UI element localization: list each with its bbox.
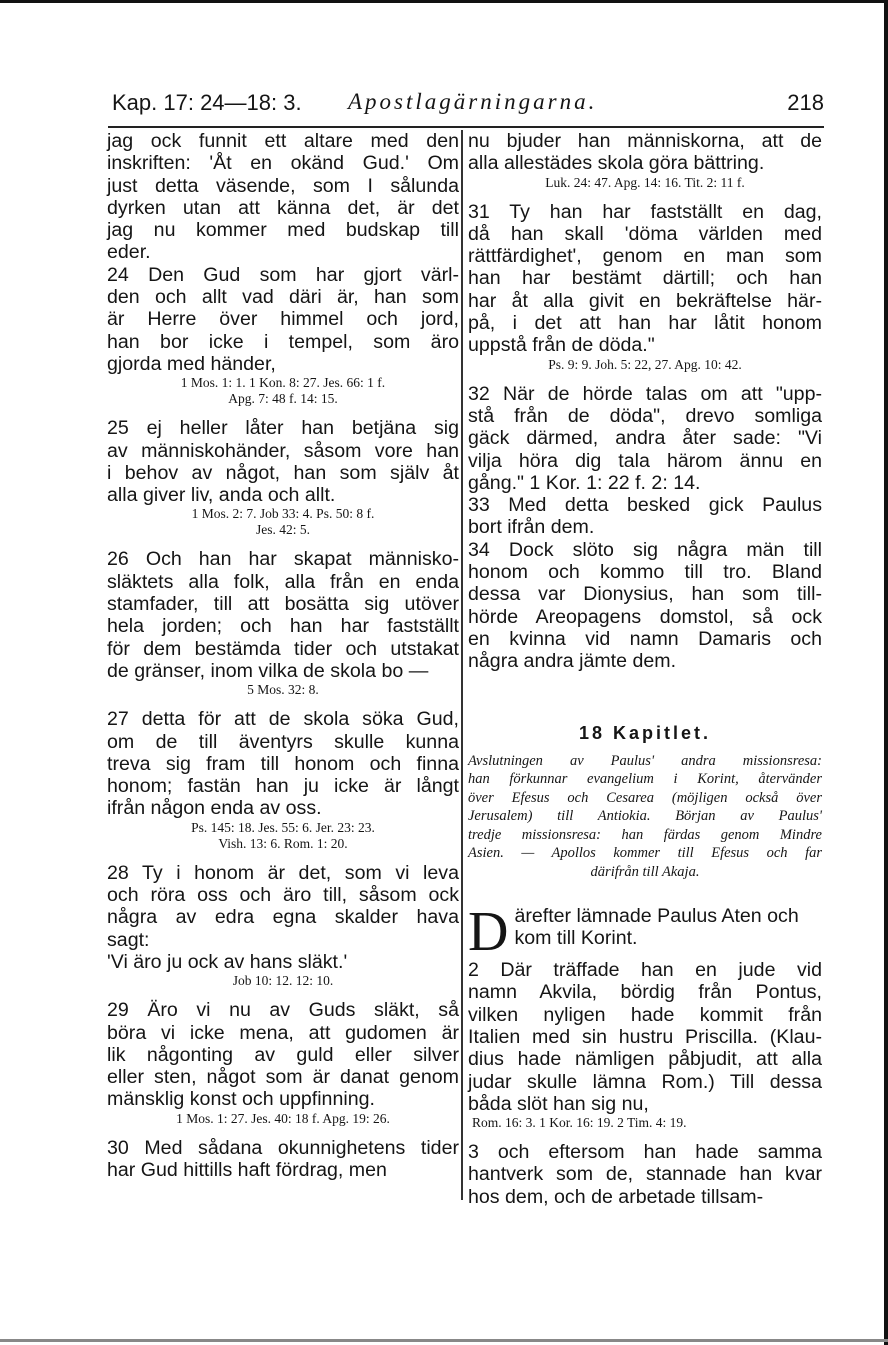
text-line: alla allestädes skola göra bättring. [468,152,765,175]
text-line: 24 Den Gud som har gjort värl- [107,263,459,286]
text-line: för dem bestämda tider och utstakat [107,637,459,660]
text-line: han har bestämt därtill; och han [468,267,822,290]
summary-line: Asien. — Apollos kommer till Efesus och far [468,845,822,862]
reference-line: Ps. 9: 9. Joh. 5: 22, 27. Apg. 10: 42. [548,356,742,372]
chapter-title: 18 Kapitlet. [578,722,712,743]
cross-reference [468,1115,822,1131]
text-line: har Gud hittills haft fördrag, men [107,1158,387,1181]
text-line: 29 Äro vi nu av Guds släkt, så [107,999,459,1022]
text-line: rättfärdighet', genom en man som [468,245,822,268]
text-line: honom; fastän han ju icke är långt [107,775,459,798]
text-line: hantverk som de, stannade han kvar [468,1163,822,1186]
text-line: 'Vi äro ju ock av hans släkt.' [107,950,348,973]
spacer [468,955,822,959]
text-line: hörde Areopagens domstol, så ock [468,605,822,628]
verse-paragraph [468,201,822,357]
cross-reference [107,820,459,852]
verse-paragraph [468,130,822,175]
left-column [107,130,459,1181]
text-line: har åt alla givit en bekräftelse här- [468,289,822,312]
text-line: alla giver liv, anda och allt. [107,484,336,507]
cross-reference [107,682,459,698]
book-title: Apostlagärningarna. [348,89,598,114]
text-line: ärefter lämnade Paulus Aten och [514,905,799,928]
text-line: lik någonting av guld eller silver [107,1043,459,1066]
text-line: namn Akvila, bördig från Pontus, [468,981,822,1004]
cross-reference [107,506,459,538]
text-line: ifrån någon enda av oss. [107,797,322,820]
text-line: på, i det att han har låtit honom [468,312,822,335]
text-line: båda slöt han sig nu, [468,1092,649,1115]
drop-cap: D [468,901,509,964]
text-line: uppstå från de döda." [468,334,655,357]
text-line: de gränser, inom vilka de skola bo — [107,659,429,682]
text-line: är Herre över himmel och jord, [107,308,459,331]
text-line: eder. [107,241,151,264]
text-line: den och allt vad däri är, han som [107,286,459,309]
text-line: dessa var Dionysius, han som till- [468,583,822,606]
verse-paragraph [107,264,459,375]
text-line: 25 ej heller låter han betjäna sig [107,417,459,440]
text-line: släktets alla folk, alla från en enda [107,570,459,593]
column-divider [461,130,463,1200]
text-line: Italien med sin hustru Priscilla. (Klau- [468,1025,822,1048]
scan-edge-top [0,0,888,3]
text-line: 33 Med detta besked gick Paulus [468,494,822,517]
text-line: 27 detta för att de skola söka Gud, [107,708,459,731]
text-line: några andra jämte dem. [468,650,677,673]
opening-paragraph [468,901,822,964]
summary-line: över Efesus och Cesarea (möjligen också över [468,789,822,806]
text-line: 3 och eftersom han hade samma [468,1141,822,1164]
cross-reference [107,1111,459,1127]
cross-reference [468,357,822,373]
scan-edge-bottom [0,1339,888,1342]
text-line: nu bjuder han människorna, att de [468,130,822,152]
reference-line: Jes. 42: 5. [256,522,310,538]
reference-line: 1 Mos. 1: 1. 1 Kon. 8: 27. Jes. 66: 1 f. [180,375,386,391]
text-line: 26 Och han har skapat människo- [107,548,459,571]
text-line: gång." 1 Kor. 1: 22 f. 2: 14. [468,471,701,494]
text-line: jag nu kommer med budskap till [107,219,459,242]
text-line: jag ock funnit ett altare med den [107,130,459,152]
cross-reference [107,375,459,407]
text-line: hela jorden; och han har fastställt [107,615,459,638]
text-line: han bor icke i tempel, som äro [107,330,459,353]
reference-line: 5 Mos. 32: 8. [247,682,319,698]
header-rule [108,126,824,128]
reference-line: Rom. 16: 3. 1 Kor. 16: 19. 2 Tim. 4: 19. [472,1115,687,1131]
text-line: 31 Ty han har fastställt en dag, [468,200,822,223]
verse-paragraph [468,539,822,673]
verse-paragraph [468,959,822,1115]
text-line: honom och kommo till tro. Bland [468,561,822,584]
text-line: mänsklig konst och uppfinning. [107,1088,375,1111]
scan-edge-right [884,0,888,1345]
text-line: av människohänder, såsom vore han [107,439,459,462]
text-line: kom till Korint. [514,927,638,950]
summary-line: Avslutningen av Paulus' andra missionsresa: [468,752,822,769]
summary-line: han förkunnar evangelium i Korint, återvänder [468,771,822,788]
verse-paragraph [107,130,459,264]
summary-line: därifrån till Akaja. [590,863,700,880]
reference-line: Apg. 7: 48 f. 14: 15. [228,391,338,407]
chapter-summary [468,752,822,882]
text-line: eller sten, något som är danat genom [107,1066,459,1089]
text-line: bort ifrån dem. [468,516,595,539]
text-line: judar skulle lämna Rom.) Till dessa [468,1070,822,1093]
text-line: 34 Dock slöto sig några män till [468,538,822,561]
verse-paragraph [468,1141,822,1208]
text-line: 32 När de hörde talas om att "upp- [468,382,822,405]
text-line: just detta väsende, som I sålunda [107,174,459,197]
text-line: gjorda med händer, [107,352,276,375]
text-line: inskriften: 'Åt en okänd Gud.' Om [107,152,459,175]
verse-paragraph [107,862,459,973]
text-line: vilja höra dig tala härom ännu en [468,449,822,472]
verse-paragraph [107,999,459,1110]
text-line: stå från de döda", drevo somliga [468,404,822,427]
chapter-reference: Kap. 17: 24—18: 3. [112,90,302,115]
verse-paragraph [107,417,459,506]
reference-line: 1 Mos. 2: 7. Job 33: 4. Ps. 50: 8 f. [191,506,375,522]
verse-paragraph [107,548,459,682]
cross-reference [107,973,459,989]
reference-line: Ps. 145: 18. Jes. 55: 6. Jer. 23: 23. [191,819,375,835]
verse-paragraph [468,494,822,539]
summary-line: tredje missionsresa: han färdas genom Mindre [468,826,822,843]
text-line: 30 Med sådana okunnighetens tider [107,1136,459,1159]
text-line: om de till äventyrs skulle kunna [107,730,459,753]
running-header [112,88,824,124]
verse-paragraph [468,383,822,494]
text-line: dyrken utan att känna det, är det [107,196,459,219]
reference-line: Vish. 13: 6. Rom. 1: 20. [218,835,348,851]
cross-reference [468,175,822,191]
text-line: i behov av något, han som själv åt [107,461,459,484]
text-line: 28 Ty i honom är det, som vi leva [107,861,459,884]
text-line: några av edra egna skalder hava [107,906,459,929]
text-line: sagt: [107,928,150,951]
text-line: dius hade nämligen påbjudit, att alla [468,1048,822,1071]
verse-paragraph [107,708,459,819]
reference-line: Job 10: 12. 12: 10. [232,973,334,989]
right-column [468,130,822,1208]
summary-line: Jerusalem) till Antiokia. Början av Paulus' [468,808,822,825]
reference-line: Luk. 24: 47. Apg. 14: 16. Tit. 2: 11 f. [545,174,745,190]
text-line: hos dem, och de arbetade tillsam- [468,1185,764,1208]
text-line: böra vi icke mena, att gudomen är [107,1021,459,1044]
page-number: 218 [787,90,824,115]
text-line: stamfader, till att bosätta sig utöver [107,593,459,616]
verse-paragraph [107,1137,459,1182]
text-line: då han skall 'döma världen med [468,222,822,245]
text-line: 2 Där träffade han en jude vid [468,959,822,982]
reference-line: 1 Mos. 1: 27. Jes. 40: 18 f. Apg. 19: 26. [176,1110,390,1126]
text-line: en kvinna vid namn Damaris och [468,627,822,650]
text-line: treva sig fram till honom och finna [107,752,459,775]
text-line: gäck därmed, andra åter sade: "Vi [468,427,822,450]
text-line: vilken nyligen hade kommit från [468,1003,822,1026]
text-line: och röra oss och äro till, såsom ock [107,884,459,907]
